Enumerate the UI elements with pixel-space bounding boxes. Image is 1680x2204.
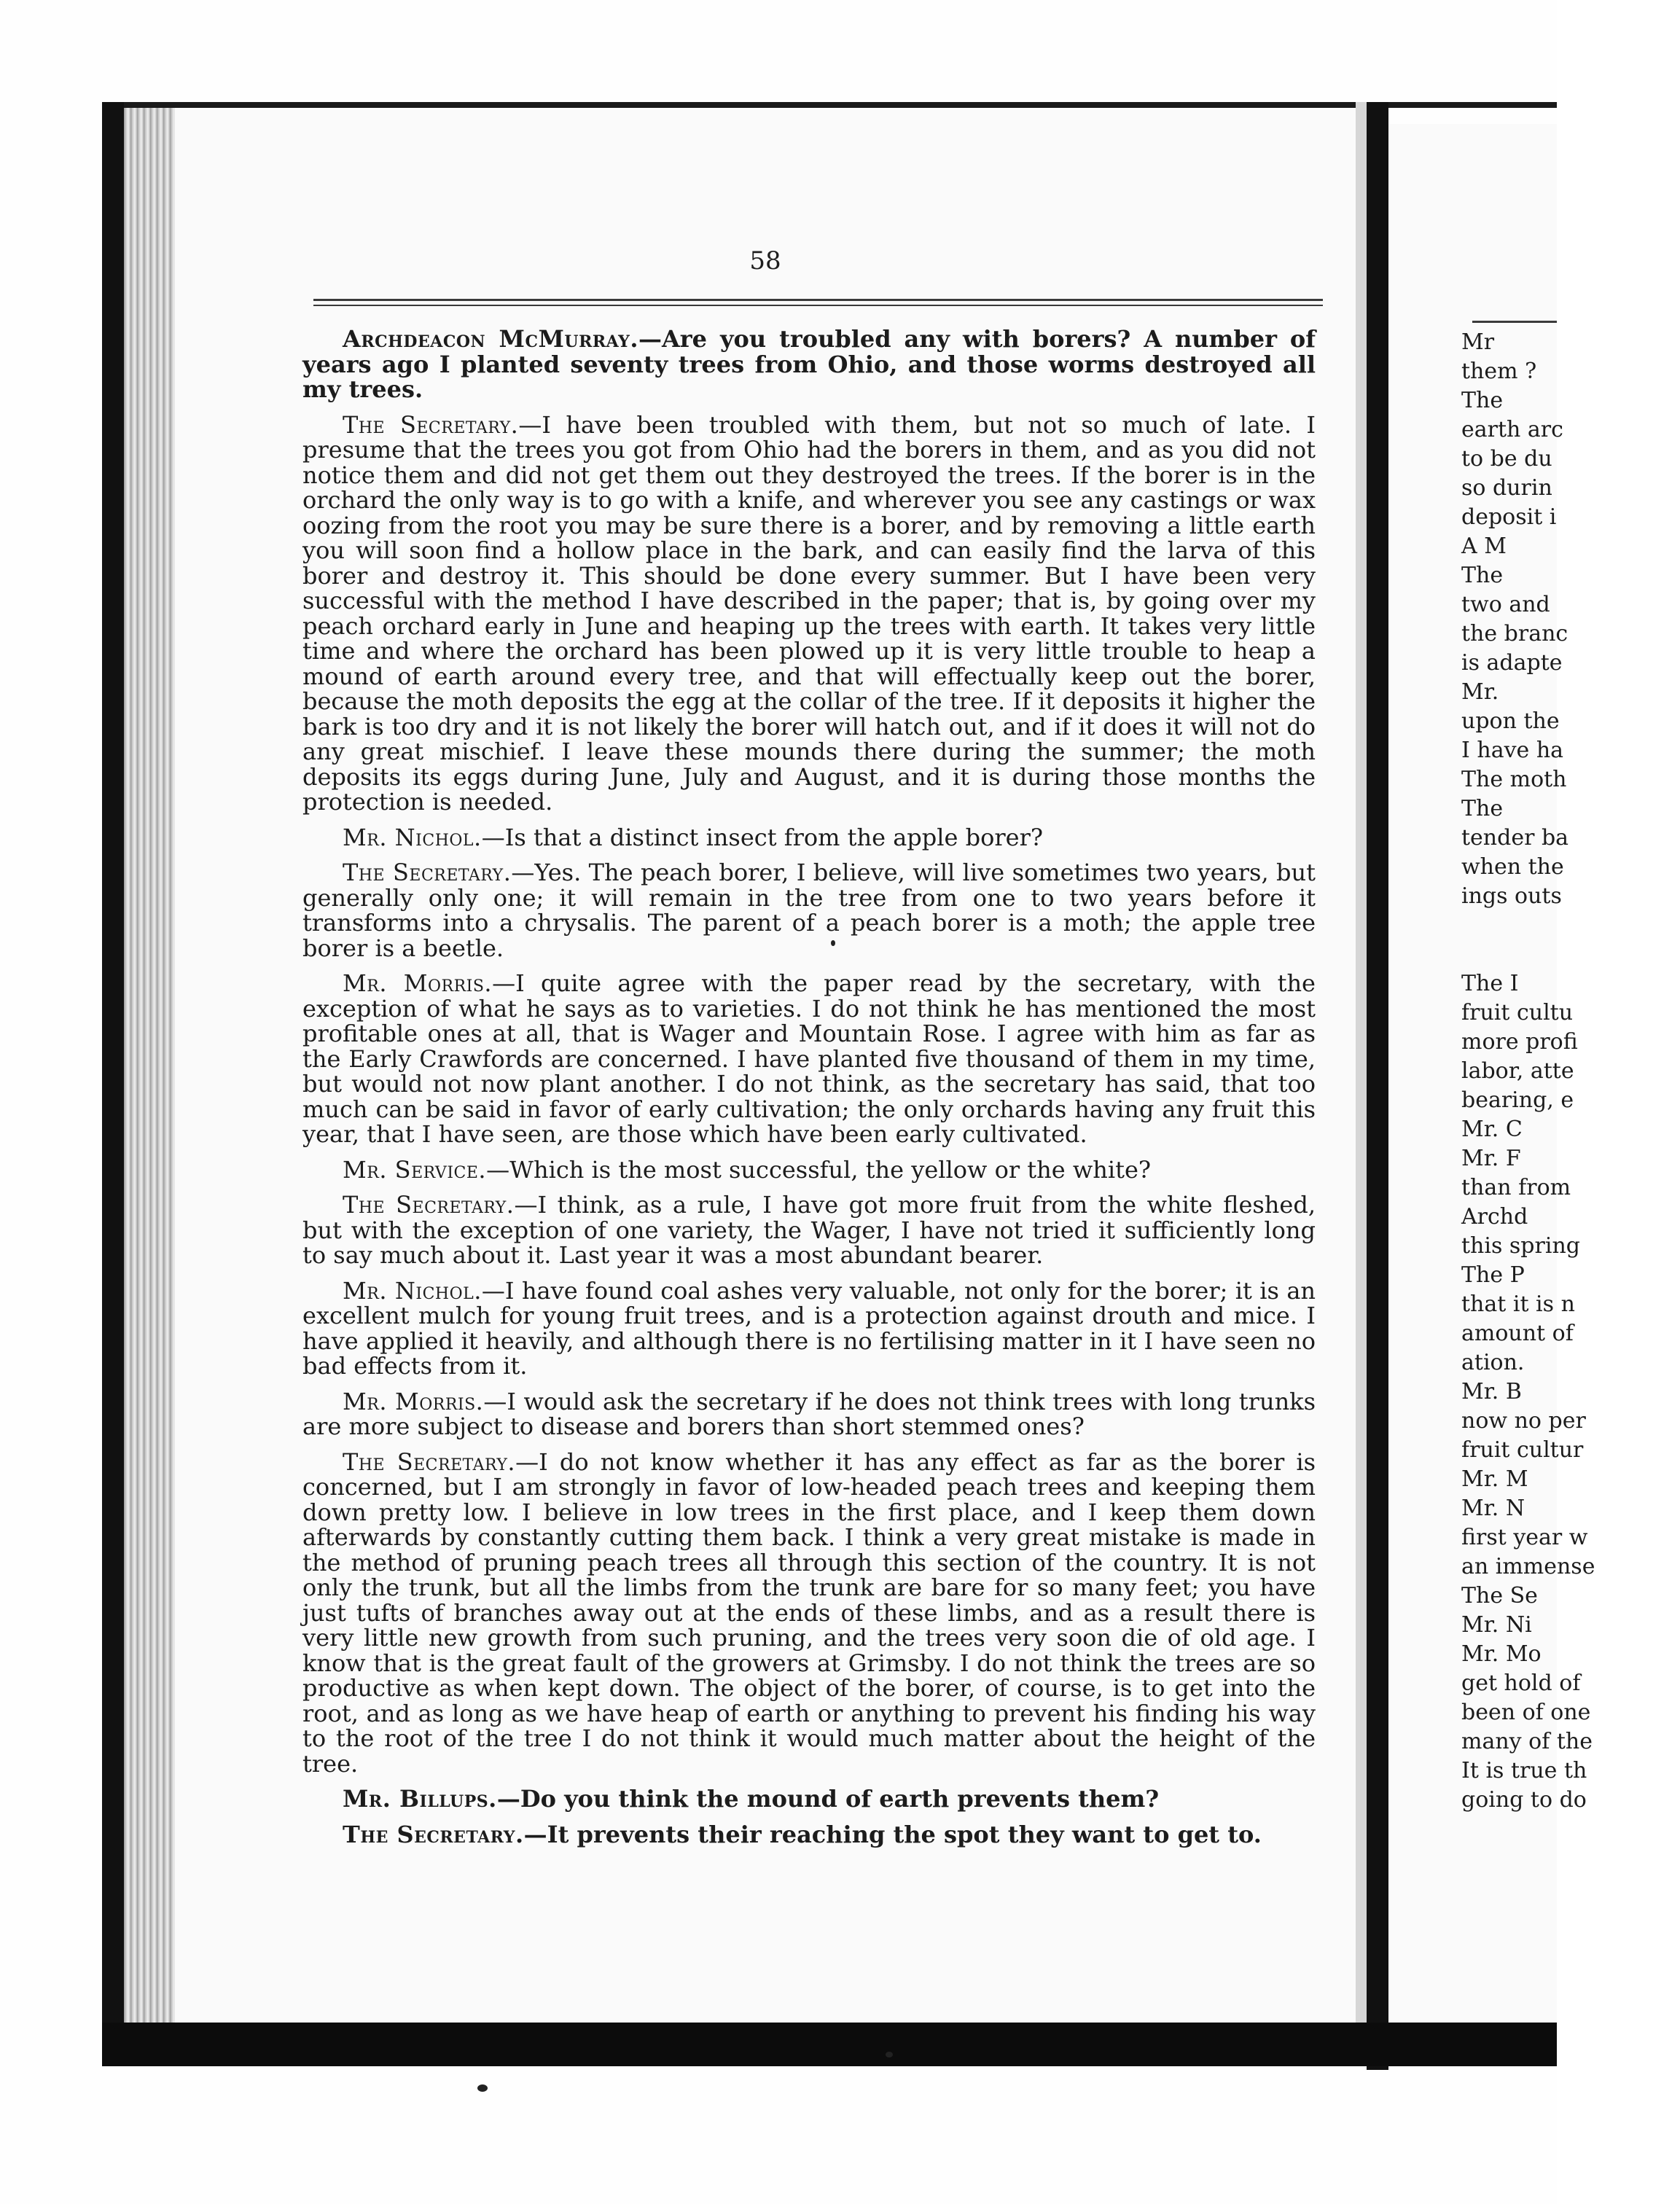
adjacent-line: Mr. Mo — [1461, 1641, 1542, 1667]
adjacent-line: to be du — [1461, 446, 1552, 472]
page-edges — [124, 108, 175, 2025]
paragraph — [302, 825, 1316, 851]
adjacent-line: ation. — [1461, 1350, 1525, 1375]
header-rule-top — [313, 299, 1323, 301]
adjacent-line: It is true th — [1461, 1758, 1587, 1783]
scan-speck — [477, 2084, 488, 2092]
adjacent-line — [1461, 911, 1680, 940]
adjacent-line: I have ha — [1461, 738, 1564, 763]
speaker-name: Mr. Morris. — [343, 1387, 484, 1415]
speaker-name: The Secretary. — [343, 859, 512, 886]
adjacent-line: deposit i — [1461, 504, 1557, 530]
adjacent-line: the branc — [1461, 621, 1568, 646]
adjacent-line: The P — [1461, 1262, 1525, 1288]
adjacent-line: Archd — [1461, 1204, 1528, 1230]
paragraph-text: —I have found coal ashes very valuable, not only for the borer; it is an excellent mulch for young fruit trees, and is a protection against drouth and mice. I have applied it heavily, and although there is no fertilising matter in it I have seen no bad effects from it. — [302, 1276, 1316, 1380]
adjacent-page-text — [1461, 328, 1680, 1815]
paragraph — [302, 860, 1316, 961]
adjacent-line: The I — [1461, 971, 1519, 996]
speaker-name: Mr. Billups. — [343, 1785, 497, 1813]
adjacent-line: going to do — [1461, 1787, 1587, 1813]
adjacent-line: Mr. Ni — [1461, 1612, 1532, 1638]
speaker-name: Mr. Morris. — [343, 969, 493, 997]
paragraph-text: —Yes. The peach borer, I believe, will live sometimes two years, but generally only one; it will remain in the tree from one to two years before it transforms into a chrysalis. The parent of a peach borer is a moth; the apple tree borer is a beetle. — [302, 859, 1316, 962]
adjacent-line: The — [1461, 388, 1504, 413]
adjacent-line: an immense — [1461, 1554, 1595, 1579]
paragraph-text: —Is that a distinct insect from the apple borer? — [481, 823, 1044, 851]
adjacent-line: Mr. F — [1461, 1146, 1521, 1171]
adjacent-line: this spring — [1461, 1233, 1580, 1259]
adjacent-line: Mr. M — [1461, 1466, 1528, 1492]
paragraph — [302, 327, 1316, 402]
paragraph-text: —Do you think the mound of earth prevents them? — [496, 1785, 1160, 1813]
paragraph-text: —Which is the most successful, the yellow or the white? — [486, 1155, 1152, 1184]
paragraph — [302, 1192, 1316, 1268]
adjacent-line: earth arc — [1461, 417, 1563, 442]
adjacent-line: more profi — [1461, 1029, 1578, 1055]
adjacent-line: fruit cultu — [1461, 1000, 1574, 1025]
speaker-name: The Secretary. — [343, 1820, 524, 1848]
speaker-name: The Secretary. — [343, 1447, 516, 1476]
adjacent-line: The — [1461, 796, 1504, 821]
adjacent-header-rule — [1472, 321, 1557, 323]
paragraph — [302, 971, 1316, 1147]
paragraph — [302, 1786, 1316, 1812]
paragraph-text: —I would ask the secretary if he does not think trees with long trunks are more subject to disease and borers than short stemmed ones? — [302, 1387, 1316, 1440]
paragraph — [302, 1278, 1316, 1379]
adjacent-line: Mr. B — [1461, 1379, 1522, 1404]
adjacent-line: Mr. C — [1461, 1117, 1523, 1142]
adjacent-line: when the — [1461, 854, 1564, 880]
adjacent-line: tender ba — [1461, 825, 1569, 851]
paragraph — [302, 1157, 1316, 1183]
paragraph-text: —Are you troubled any with borers? A number of years ago I planted seventy trees from Ohio, and those worms destroyed all my trees. — [302, 325, 1316, 403]
paragraph-text: —I quite agree with the paper read by the secretary, with the exception of what he says as to varieties. I do not think he has mentioned the most profitable ones at all, that is Wager and Mountain Rose. I agree with him as far as the Early Crawfords are concerned. I have planted five thousand of them in my time, but would not now plant another. I do not think, as the secretary has said, that too much can be said in favor of early cultivation; the only orchards having any fruit this year, that I have seen, are those which have been early cultivated. — [302, 969, 1316, 1148]
adjacent-line: Mr. — [1461, 679, 1499, 705]
speaker-name: Mr. Nichol. — [343, 823, 482, 851]
paragraph-text: —I have been troubled with them, but not so much of late. I presume that the trees you got from Ohio had the borers in them, and as you did not notice them and did not get them out they destroyed the trees. If the borer is in the orchard the only way is to go with a knife, and wherever you see any castings or wax oozing from the root you may be sure there is a borer, and by removing a little earth you will soon find a hollow place in the bark, and can easily find the larva of this borer and destroy it. This should be done every summer. But I have been very successful with the method I have described in the paper; that is, by going over my peach orchard early in June and heaping up the trees with earth. It takes very little time and where the orchard has been plowed up it is very little trouble to heap a mound of earth around every tree, and that will effectually keep out the borer, because the moth deposits the egg at the collar of the tree. If it deposits it higher the bark is too dry and it is not likely the borer will hatch out, and if it does it will not do any great mischief. I leave these mounds there during the summer; the moth deposits its eggs during June, July and August, and it is during those months the protection is needed. — [302, 410, 1316, 816]
adjacent-line: fruit cultur — [1461, 1437, 1584, 1463]
adjacent-line: first year w — [1461, 1525, 1588, 1550]
adjacent-line — [1461, 940, 1680, 969]
paragraph-text: —It prevents their reaching the spot they want to get to. — [523, 1820, 1262, 1848]
adjacent-line: now no per — [1461, 1408, 1586, 1434]
adjacent-line: amount of — [1461, 1321, 1574, 1346]
adjacent-line: is adapte — [1461, 650, 1563, 676]
speaker-name: The Secretary. — [343, 1191, 515, 1219]
adjacent-line: labor, atte — [1461, 1058, 1574, 1084]
adjacent-page — [1388, 124, 1595, 2023]
adjacent-line: upon the — [1461, 708, 1560, 734]
adjacent-line: The — [1461, 563, 1504, 588]
speaker-name: The Secretary. — [343, 410, 519, 439]
speaker-name: Archdeacon McMurray. — [343, 325, 638, 353]
adjacent-line: ings outs — [1461, 883, 1562, 909]
body-text — [302, 327, 1316, 1857]
speaker-name: Mr. Service. — [343, 1155, 487, 1184]
adjacent-line: so durin — [1461, 475, 1552, 501]
paragraph-text: —I do not know whether it has any effect as far as the borer is concerned, but I am strongly in favor of low-headed peach trees and keeping them down pretty low. I believe in low trees in the first place, and I keep them down afterwards by constantly cutting them back. I think a very great mistake is made in the method of pruning peach trees all through this section of the country. It is not only the trunk, but all the limbs from the trunk are bare for so many feet; you have just tufts of branches away out at the ends of these limbs, and as a result there is very little new growth from such pruning, and the trees very soon die of old age. I know that is the great fault of the growers at Grimsby. I do not think the trees are so productive as when kept down. The object of the borer, of course, is to get into the root, and as long as we have heap of earth or anything to prevent his finding his way to the root of the tree I do not think it would much matter about the height of the tree. — [302, 1447, 1316, 1778]
adjacent-line: A M — [1461, 534, 1507, 559]
gutter — [1367, 102, 1388, 2070]
scan-speck — [831, 940, 835, 946]
adjacent-line: Mr. N — [1461, 1496, 1525, 1521]
adjacent-line: than from — [1461, 1175, 1571, 1200]
adjacent-line: get hold of — [1461, 1670, 1581, 1696]
page-number: 58 — [749, 246, 781, 276]
film-border-bottom — [102, 2023, 1557, 2066]
film-border-left — [102, 102, 124, 2026]
speaker-name: Mr. Nichol. — [343, 1276, 482, 1305]
scan-speck — [886, 2052, 893, 2058]
adjacent-line: that it is n — [1461, 1291, 1575, 1317]
adjacent-line: bearing, e — [1461, 1087, 1574, 1113]
adjacent-line: been of one — [1461, 1700, 1591, 1725]
adjacent-line: The moth — [1461, 767, 1567, 792]
film-border-top — [102, 102, 1557, 108]
adjacent-line: two and — [1461, 592, 1550, 617]
adjacent-line: Mr — [1461, 329, 1495, 355]
main-page — [175, 108, 1356, 2023]
adjacent-line: The Se — [1461, 1583, 1538, 1609]
header-rule-bottom — [313, 305, 1323, 306]
paragraph — [302, 1822, 1316, 1848]
gutter-shadow — [1356, 102, 1367, 2033]
adjacent-line: them ? — [1461, 359, 1537, 384]
paragraph — [302, 410, 1316, 816]
paragraph — [302, 1447, 1316, 1778]
paragraph-text: —I think, as a rule, I have got more fruit from the white fleshed, but with the exception of one variety, the Wager, I have not tried it sufficiently long to say much about it. Last year it was a most abundant bearer. — [302, 1191, 1316, 1269]
adjacent-line: many of the — [1461, 1729, 1593, 1754]
paragraph — [302, 1389, 1316, 1439]
